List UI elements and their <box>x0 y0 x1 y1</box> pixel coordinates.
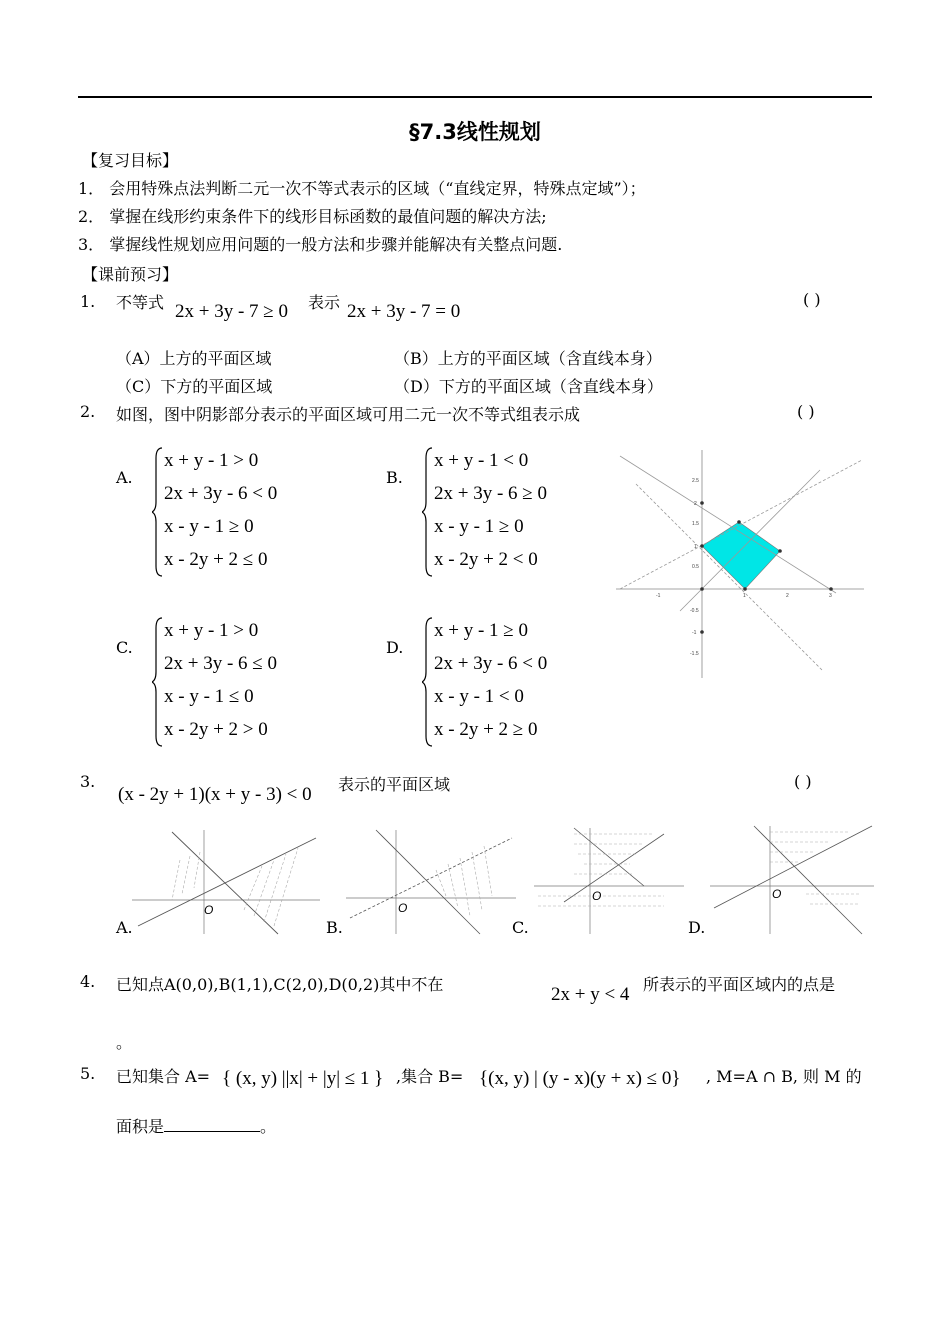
brace-icon <box>422 446 434 578</box>
q2-b-ineq-3: x - y - 1 ≥ 0 <box>434 516 524 537</box>
q5-answer-blank[interactable] <box>164 1117 260 1132</box>
q2-option-b-label: B. <box>386 468 403 487</box>
svg-text:2: 2 <box>694 501 697 507</box>
q4-expr: 2x + y < 4 <box>551 984 630 1005</box>
page-title: §7.3线性规划 <box>409 120 541 144</box>
q5-post: , M=A ∩ B, 则 M 的 <box>706 1067 862 1086</box>
q5-set-a: { (x, y) ||x| + |y| ≤ 1 } <box>222 1068 384 1089</box>
q2-c-ineq-4: x - 2y + 2 > 0 <box>164 719 268 740</box>
q5-end: 。 <box>260 1117 277 1136</box>
section-review-heading: 【复习目标】 <box>82 151 179 170</box>
brace-icon <box>422 616 434 748</box>
q5-set-b: {(x, y) | (y - x)(y + x) ≤ 0} <box>479 1068 681 1089</box>
svg-text:O: O <box>398 901 408 915</box>
line-2x-3y-6 <box>620 456 836 593</box>
q2-d-ineq-1: x + y - 1 ≥ 0 <box>434 620 528 641</box>
q1-option-b: （B）上方的平面区域（含直线本身） <box>394 349 662 368</box>
q2-a-ineq-4: x - 2y + 2 ≤ 0 <box>164 549 268 570</box>
q2-c-ineq-2: 2x + 3y - 6 ≤ 0 <box>164 653 277 674</box>
q1-mid: 表示 <box>308 293 341 312</box>
q3-label-c: C. <box>512 918 529 937</box>
q2-text: 如图，图中阴影部分表示的平面区域可用二元一次不等式组表示成 <box>116 405 581 424</box>
q3-graph-d <box>710 824 874 936</box>
svg-text:2.5: 2.5 <box>692 478 699 484</box>
q5-pre: 已知集合 A= <box>116 1067 211 1086</box>
q2-option-c-label: C. <box>116 638 133 657</box>
q1-option-d: （D）下方的平面区域（含直线本身） <box>394 377 663 396</box>
svg-text:0.5: 0.5 <box>692 564 699 570</box>
q3-answer-bracket: ( ) <box>794 772 812 791</box>
q2-b-ineq-2: 2x + 3y - 6 ≥ 0 <box>434 483 547 504</box>
q2-a-ineq-1: x + y - 1 > 0 <box>164 450 259 471</box>
q1-pre: 不等式 <box>116 293 165 312</box>
line-x-y-1 <box>636 484 822 670</box>
q3-graph-b <box>346 826 516 936</box>
q3-number: 3. <box>80 772 96 791</box>
top-rule <box>78 96 872 98</box>
q2-d-ineq-3: x - y - 1 < 0 <box>434 686 524 707</box>
q1-expr2: 2x + 3y - 7 = 0 <box>347 301 461 322</box>
brace-icon <box>152 446 164 578</box>
q3-expr: (x - 2y + 1)(x + y - 3) < 0 <box>118 784 312 805</box>
q2-a-ineq-2: 2x + 3y - 6 < 0 <box>164 483 278 504</box>
svg-text:2: 2 <box>786 593 789 599</box>
q1-option-a: （A）上方的平面区域 <box>116 349 272 368</box>
q5-number: 5. <box>80 1064 96 1083</box>
svg-text:-0.5: -0.5 <box>690 608 699 614</box>
q2-d-ineq-2: 2x + 3y - 6 < 0 <box>434 653 548 674</box>
q5-mid: ,集合 B= <box>396 1067 464 1086</box>
q3-label-d: D. <box>688 918 706 937</box>
goal-1: 1． 会用特殊点法判断二元一次不等式表示的区域（“直线定界，特殊点定域”）； <box>78 179 646 198</box>
q4-end: 。 <box>116 1033 133 1052</box>
q1-number: 1. <box>80 292 96 311</box>
q1-answer-bracket: ( ) <box>803 290 821 309</box>
q2-shaded-region <box>702 522 780 589</box>
q4-number: 4. <box>80 972 96 991</box>
svg-text:-1.5: -1.5 <box>690 651 699 657</box>
q1-option-c: （C）下方的平面区域 <box>116 377 273 396</box>
q5-line2-text: 面积是 <box>116 1117 165 1136</box>
svg-text:1: 1 <box>743 593 746 599</box>
q3-graph-c <box>534 826 684 936</box>
q3-text: 表示的平面区域 <box>338 775 451 794</box>
q2-b-ineq-4: x - 2y + 2 < 0 <box>434 549 538 570</box>
q3-label-a: A. <box>116 918 133 937</box>
svg-text:1: 1 <box>694 544 697 550</box>
q5-line2 <box>116 1114 276 1137</box>
goal-2: 2． 掌握在线形约束条件下的线形目标函数的最值问题的解决方法; <box>78 207 547 226</box>
q3-graph-a <box>132 826 320 936</box>
svg-text:1.5: 1.5 <box>692 521 699 527</box>
svg-text:-1: -1 <box>692 630 697 636</box>
q2-answer-bracket: ( ) <box>797 402 815 421</box>
q2-option-a-label: A. <box>116 468 133 487</box>
q2-number: 2. <box>80 402 96 421</box>
q2-d-ineq-4: x - 2y + 2 ≥ 0 <box>434 719 538 740</box>
q2-region-graph <box>616 444 866 680</box>
brace-icon <box>152 616 164 748</box>
section-preview-heading: 【课前预习】 <box>82 265 179 284</box>
q2-option-d-label: D. <box>386 638 404 657</box>
q1-expr1: 2x + 3y - 7 ≥ 0 <box>175 301 288 322</box>
svg-text:O: O <box>772 887 782 901</box>
q2-c-ineq-3: x - y - 1 ≤ 0 <box>164 686 254 707</box>
q2-c-ineq-1: x + y - 1 > 0 <box>164 620 259 641</box>
q3-label-b: B. <box>326 918 343 937</box>
svg-text:3: 3 <box>829 593 832 599</box>
svg-text:O: O <box>592 889 602 903</box>
q4-post: 所表示的平面区域内的点是 <box>643 975 836 994</box>
q4-pre: 已知点A(0,0),B(1,1),C(2,0),D(0,2)其中不在 <box>116 975 444 994</box>
svg-text:-1: -1 <box>656 593 661 599</box>
q2-a-ineq-3: x - y - 1 ≥ 0 <box>164 516 254 537</box>
q2-b-ineq-1: x + y - 1 < 0 <box>434 450 529 471</box>
svg-text:O: O <box>204 903 214 917</box>
goal-3: 3． 掌握线性规划应用问题的一般方法和步骤并能解决有关整点问题. <box>78 235 563 254</box>
